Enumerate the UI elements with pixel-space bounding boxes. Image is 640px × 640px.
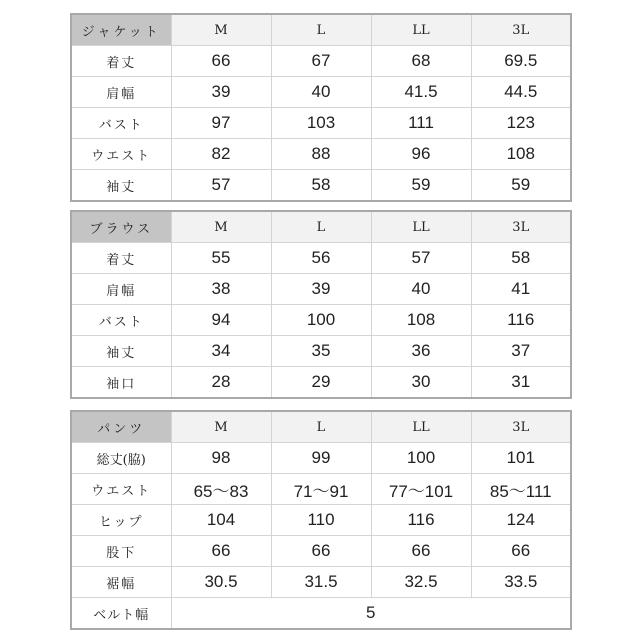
cell-value: 44.5	[471, 77, 571, 108]
blouse-size-table	[70, 210, 572, 399]
cell-value: 34	[171, 336, 271, 367]
cell-value: 88	[271, 139, 371, 170]
cell-value: 66	[471, 536, 571, 567]
cell-value: 39	[171, 77, 271, 108]
cell-value: 39	[271, 274, 371, 305]
cell-value: 71〜91	[271, 474, 371, 505]
cell-value: 28	[171, 367, 271, 399]
cell-value: 38	[171, 274, 271, 305]
row-label: ウエスト	[71, 474, 171, 505]
header-row	[71, 411, 571, 443]
cell-value: 66	[371, 536, 471, 567]
cell-value: 41	[471, 274, 571, 305]
cell-value: 65〜83	[171, 474, 271, 505]
size-header-l: L	[271, 211, 371, 243]
cell-value: 96	[371, 139, 471, 170]
cell-value: 40	[371, 274, 471, 305]
cell-value: 29	[271, 367, 371, 399]
cell-value: 66	[271, 536, 371, 567]
row-label: 総丈(脇)	[71, 443, 171, 474]
cell-value: 104	[171, 505, 271, 536]
row-label: 袖口	[71, 367, 171, 399]
row-label: 着丈	[71, 46, 171, 77]
pants-size-table	[70, 410, 572, 630]
cell-value: 55	[171, 243, 271, 274]
cell-value: 37	[471, 336, 571, 367]
size-header-3l: 3L	[471, 211, 571, 243]
cell-value: 67	[271, 46, 371, 77]
cell-value: 101	[471, 443, 571, 474]
row-label: バスト	[71, 108, 171, 139]
header-row	[71, 14, 571, 46]
size-header-ll: LL	[371, 411, 471, 443]
row-label: ウエスト	[71, 139, 171, 170]
cell-value: 77〜101	[371, 474, 471, 505]
table-row	[71, 274, 571, 305]
cell-value: 59	[471, 170, 571, 202]
cell-value: 103	[271, 108, 371, 139]
cell-value: 41.5	[371, 77, 471, 108]
cell-value: 94	[171, 305, 271, 336]
row-label: 裾幅	[71, 567, 171, 598]
cell-value: 56	[271, 243, 371, 274]
size-header-m: M	[171, 211, 271, 243]
row-label: 袖丈	[71, 170, 171, 202]
row-label: 着丈	[71, 243, 171, 274]
size-header-3l: 3L	[471, 14, 571, 46]
table-row	[71, 336, 571, 367]
size-header-l: L	[271, 411, 371, 443]
cell-value: 40	[271, 77, 371, 108]
cell-value: 69.5	[471, 46, 571, 77]
cell-value: 85〜111	[471, 474, 571, 505]
row-label: 肩幅	[71, 77, 171, 108]
belt-width-value: 5	[171, 598, 571, 630]
cell-value: 36	[371, 336, 471, 367]
table-row	[71, 505, 571, 536]
cell-value: 82	[171, 139, 271, 170]
cell-value: 116	[371, 505, 471, 536]
jacket-size-table	[70, 13, 572, 202]
belt-width-row	[71, 598, 571, 630]
table-row	[71, 46, 571, 77]
cell-value: 100	[371, 443, 471, 474]
table-row	[71, 170, 571, 202]
cell-value: 59	[371, 170, 471, 202]
cell-value: 57	[371, 243, 471, 274]
row-label: 肩幅	[71, 274, 171, 305]
row-label: 股下	[71, 536, 171, 567]
table-row	[71, 367, 571, 399]
size-header-ll: LL	[371, 14, 471, 46]
table-title: ジャケット	[71, 14, 171, 46]
table-row	[71, 77, 571, 108]
cell-value: 58	[271, 170, 371, 202]
size-header-m: M	[171, 14, 271, 46]
cell-value: 35	[271, 336, 371, 367]
row-label: ヒップ	[71, 505, 171, 536]
cell-value: 116	[471, 305, 571, 336]
table-row	[71, 139, 571, 170]
cell-value: 111	[371, 108, 471, 139]
size-header-ll: LL	[371, 211, 471, 243]
cell-value: 30	[371, 367, 471, 399]
table-row	[71, 567, 571, 598]
cell-value: 108	[371, 305, 471, 336]
table-row	[71, 536, 571, 567]
table-row	[71, 108, 571, 139]
row-label: ベルト幅	[71, 598, 171, 630]
table-row	[71, 243, 571, 274]
header-row	[71, 211, 571, 243]
size-header-l: L	[271, 14, 371, 46]
cell-value: 108	[471, 139, 571, 170]
table-row	[71, 305, 571, 336]
cell-value: 123	[471, 108, 571, 139]
cell-value: 110	[271, 505, 371, 536]
cell-value: 66	[171, 46, 271, 77]
row-label: 袖丈	[71, 336, 171, 367]
cell-value: 68	[371, 46, 471, 77]
cell-value: 31.5	[271, 567, 371, 598]
cell-value: 66	[171, 536, 271, 567]
cell-value: 32.5	[371, 567, 471, 598]
cell-value: 33.5	[471, 567, 571, 598]
cell-value: 58	[471, 243, 571, 274]
size-header-3l: 3L	[471, 411, 571, 443]
cell-value: 100	[271, 305, 371, 336]
table-title: ブラウス	[71, 211, 171, 243]
cell-value: 97	[171, 108, 271, 139]
cell-value: 31	[471, 367, 571, 399]
table-row	[71, 443, 571, 474]
cell-value: 99	[271, 443, 371, 474]
size-header-m: M	[171, 411, 271, 443]
cell-value: 98	[171, 443, 271, 474]
table-title: パンツ	[71, 411, 171, 443]
row-label: バスト	[71, 305, 171, 336]
cell-value: 57	[171, 170, 271, 202]
table-row	[71, 474, 571, 505]
cell-value: 30.5	[171, 567, 271, 598]
cell-value: 124	[471, 505, 571, 536]
